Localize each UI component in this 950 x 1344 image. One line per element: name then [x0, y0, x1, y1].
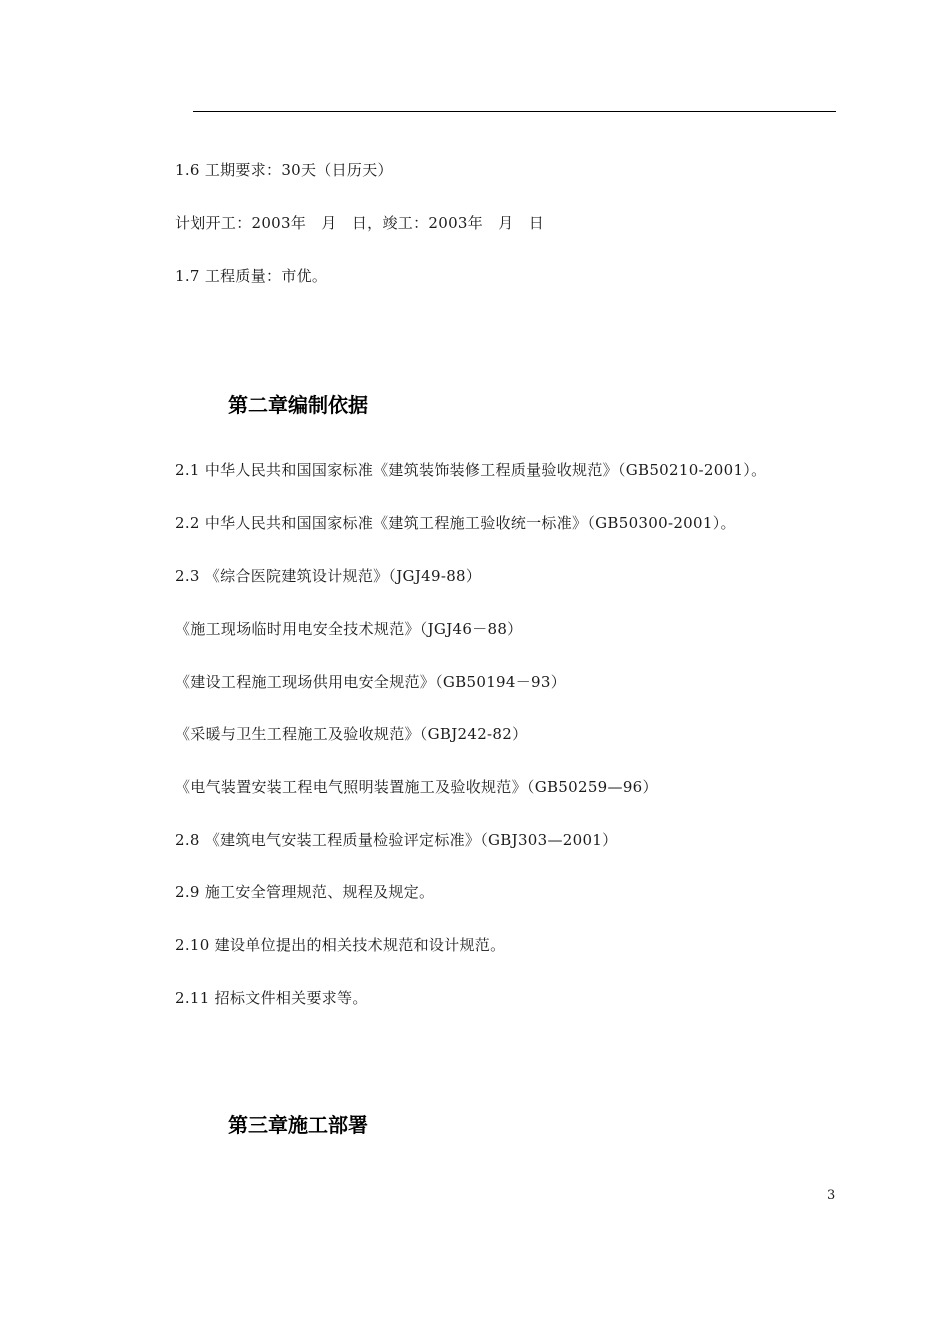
planned-schedule: 计划开工：2003年 月 日，竣工：2003年 月 日 — [175, 214, 545, 232]
header-rule — [193, 111, 836, 112]
list-item: 《施工现场临时用电安全技术规范》（JGJ46－88） — [175, 620, 523, 638]
list-item: 2.11 招标文件相关要求等。 — [175, 989, 368, 1007]
list-item: 2.10 建设单位提出的相关技术规范和设计规范。 — [175, 936, 506, 954]
chapter-2-heading: 第二章编制依据 — [228, 393, 368, 417]
list-item: 2.3 《综合医院建筑设计规范》（JGJ49-88） — [175, 567, 482, 585]
list-item: 2.8 《建筑电气安装工程质量检验评定标准》（GBJ303—2001） — [175, 831, 618, 849]
page-number: 3 — [827, 1188, 836, 1203]
list-item: 2.2 中华人民共和国国家标准《建筑工程施工验收统一标准》（GB50300-2001）。 — [175, 514, 736, 532]
list-item: 《建设工程施工现场供用电安全规范》（GB50194－93） — [175, 673, 567, 691]
list-item: 《电气装置安装工程电气照明装置施工及验收规范》（GB50259—96） — [175, 778, 658, 796]
list-item: 2.1 中华人民共和国国家标准《建筑装饰装修工程质量验收规范》（GB50210-2001）。 — [175, 461, 767, 479]
list-item: 《采暖与卫生工程施工及验收规范》（GBJ242-82） — [175, 725, 528, 743]
duration-requirement: 1.6 工期要求：30天（日历天） — [175, 161, 393, 179]
chapter-3-heading: 第三章施工部署 — [228, 1113, 368, 1137]
list-item: 2.9 施工安全管理规范、规程及规定。 — [175, 883, 435, 901]
quality-requirement: 1.7 工程质量：市优。 — [175, 267, 328, 285]
